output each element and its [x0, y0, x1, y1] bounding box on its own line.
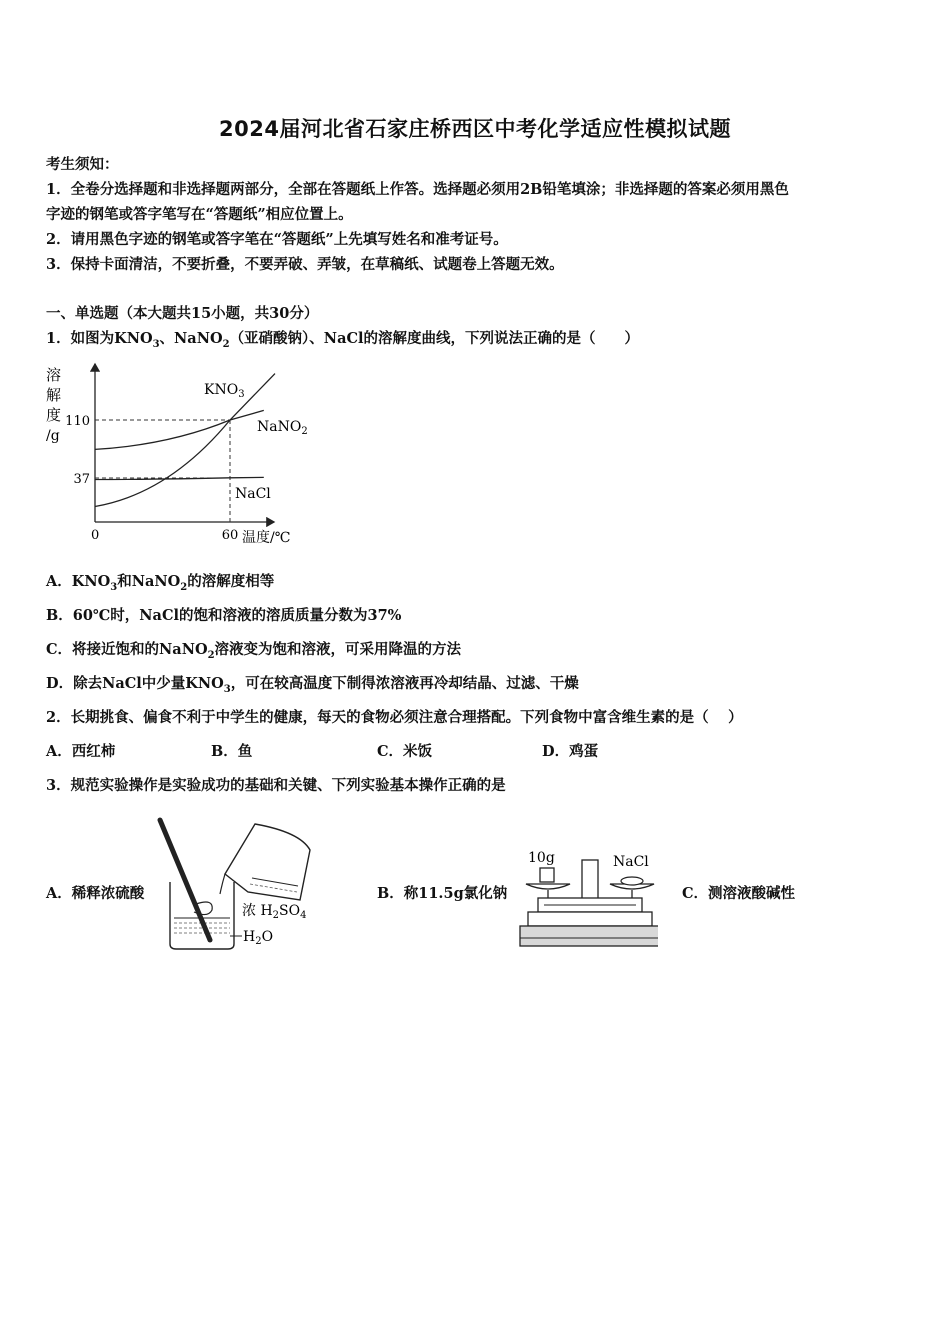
glass-rod [160, 820, 210, 940]
label-weight-10g: 10g [528, 850, 555, 866]
y-label-char-1: 溶 [46, 366, 62, 384]
y-label-char-4: /g [46, 428, 60, 444]
q1-option-b: B．60℃时，NaCl的饱和溶液的溶质质量分数为37% [46, 607, 402, 624]
weight-block [540, 868, 554, 882]
balance-pillar [582, 860, 598, 900]
y-label-char-3: 度 [46, 406, 62, 424]
label-nacl-pan: NaCl [613, 854, 649, 870]
q2-option-c: C．米饭 [377, 743, 433, 760]
q3-stem: 3．规范实验操作是实验成功的基础和关键、下列实验基本操作正确的是 [46, 777, 506, 794]
q2-stem: 2．长期挑食、偏食不利于中学生的健康，每天的食物必须注意合理搭配。下列食物中富含维生素的是（ ） [46, 709, 743, 726]
pour-stream [220, 874, 225, 894]
label-nano2: NaNO$_2$ [257, 419, 308, 437]
q3-option-a: A．稀释浓硫酸 [46, 885, 145, 902]
q1-option-a: A．$KNO_3$和NaNO$_2$的溶解度相等 [46, 573, 275, 593]
left-pan [526, 884, 570, 889]
q1-option-d: D．除去NaCl中少量$KNO_3$，可在较高温度下制得浓溶液再冷却结晶、过滤、干燥 [46, 675, 579, 695]
x-tick-60: 60 [221, 528, 239, 543]
y-tick-110: 110 [65, 414, 90, 429]
q1-option-c: C．将接近饱和的NaNO$_2$溶液变为饱和溶液，可采用降温的方法 [46, 641, 462, 661]
q2-option-b: B．鱼 [211, 743, 253, 760]
label-nacl: NaCl [235, 486, 271, 502]
q3-option-b: B．称11.5g氯化钠 [377, 885, 508, 902]
label-conc-acid: 浓 $H_2SO_4$ [242, 903, 307, 921]
balance-base [520, 926, 658, 946]
figure-dilute-acid [150, 812, 325, 957]
figure-balance [518, 842, 658, 952]
y-label-char-2: 解 [46, 386, 62, 404]
page-title: 2024届河北省石家庄桥西区中考化学适应性模拟试题 [219, 117, 731, 141]
q3-option-c: C．测溶液酸碱性 [682, 885, 796, 902]
notice-item-2: 2．请用黑色字迹的钢笔或答字笔在“答题纸”上先填写姓名和准考证号。 [46, 231, 508, 248]
solubility-chart [44, 358, 314, 548]
q1-stem: 1．如图为$KNO_3$、NaNO$_2$（亚硝酸钠）、NaCl的溶解度曲线，下列说法正确的是（ ） [46, 330, 640, 350]
notice-item-3: 3．保持卡面清洁，不要折叠，不要弄破、弄皱，在草稿纸、试题卷上答题无效。 [46, 256, 564, 273]
series-nano2 [95, 410, 264, 449]
label-kno3: $KNO_3$ [204, 382, 245, 400]
x-axis-label: 温度/℃ [242, 530, 291, 546]
notice-item-1: 1．全卷分选择题和非选择题两部分，全部在答题纸上作答。选择题必须用2B铅笔填涂；非选择题的答案必须用黑色 [46, 181, 789, 198]
balance-base-top [528, 912, 652, 926]
notice-item-1-cont: 字迹的钢笔或答字笔写在“答题纸”相应位置上。 [46, 206, 353, 223]
beaker-tilted [225, 824, 310, 900]
y-tick-37: 37 [73, 472, 90, 487]
notice-heading: 考生须知： [46, 156, 119, 173]
section-heading: 一、单选题（本大题共15小题，共30分） [46, 305, 319, 322]
label-water: $H_2O$ [243, 929, 274, 947]
x-tick-0: 0 [91, 528, 100, 543]
q2-option-a: A．西红柿 [46, 743, 116, 760]
q2-option-d: D．鸡蛋 [542, 743, 599, 760]
